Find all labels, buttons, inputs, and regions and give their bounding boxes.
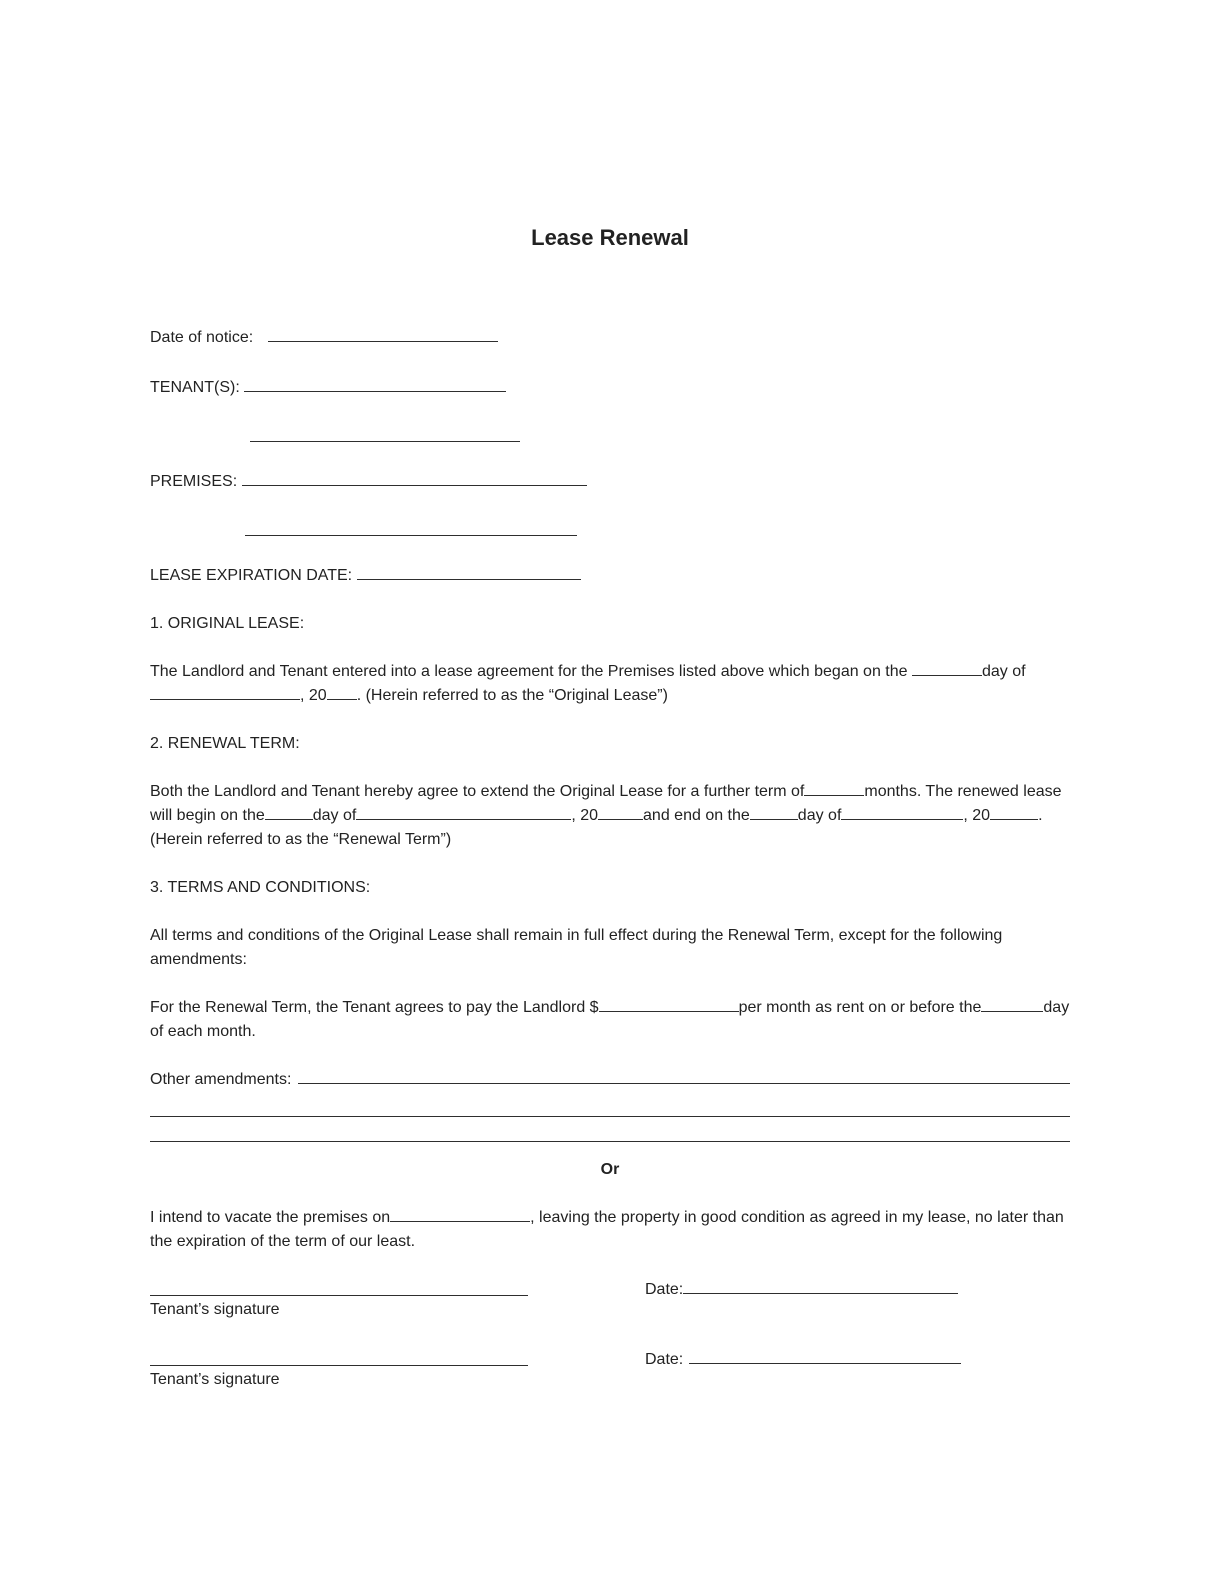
text-segment: The Landlord and Tenant entered into a lease agreement for the Premises listed above which began on the xyxy=(150,663,912,680)
date-label: Date: xyxy=(645,1281,684,1298)
text-segment: day of xyxy=(981,663,1026,680)
text-segment: , 20 xyxy=(300,687,327,704)
end-day-blank xyxy=(750,806,798,820)
date-blank xyxy=(689,1350,961,1364)
signature-column xyxy=(150,1278,528,1322)
premises-second-blank xyxy=(245,522,577,536)
text-segment: day of xyxy=(797,807,842,824)
text-segment: . (Herein referred to as the “Renewal Term”) xyxy=(150,807,1043,848)
field-tenants-second-line xyxy=(150,426,1070,450)
text-segment: Both the Landlord and Tenant hereby agree to extend the Original Lease for a further term of xyxy=(150,783,805,800)
text-segment: , 20 xyxy=(963,807,991,824)
document-title: Lease Renewal xyxy=(531,225,689,250)
text-segment: , 20 xyxy=(571,807,599,824)
date-column xyxy=(645,1278,958,1302)
vacate-date-blank xyxy=(390,1208,530,1222)
terms-conditions-heading: 3. TERMS AND CONDITIONS: xyxy=(150,879,371,896)
text-segment: day of each month. xyxy=(150,999,1070,1040)
rent-paragraph xyxy=(150,996,1070,1044)
text-segment: I intend to vacate the premises on xyxy=(150,1209,391,1226)
date-blank xyxy=(683,1280,958,1294)
began-month-blank xyxy=(150,686,300,700)
other-amendments-row xyxy=(150,1068,1070,1092)
renewal-term-heading: 2. RENEWAL TERM: xyxy=(150,735,300,752)
date-of-notice-label: Date of notice: xyxy=(150,329,254,346)
original-lease-paragraph xyxy=(150,660,1070,708)
begin-day-blank xyxy=(265,806,313,820)
field-tenants xyxy=(150,376,1070,400)
rent-due-day-blank xyxy=(981,998,1043,1012)
end-year-blank xyxy=(990,806,1038,820)
tenants-second-blank xyxy=(250,428,520,442)
signature-block-1 xyxy=(150,1278,1070,1322)
tenants-blank xyxy=(244,378,506,392)
tenant-signature-line xyxy=(150,1278,528,1296)
all-terms-paragraph: All terms and conditions of the Original Lease shall remain in full effect during the Renewal Term, except for the following amendments: xyxy=(150,927,1003,968)
lease-expiration-blank xyxy=(357,566,581,580)
signature-column xyxy=(150,1348,528,1392)
text-segment: . (Herein referred to as the “Original Lease”) xyxy=(356,687,668,704)
end-month-blank xyxy=(841,806,963,820)
other-amendments-blank xyxy=(298,1082,1070,1084)
original-lease-heading: 1. ORIGINAL LEASE: xyxy=(150,615,305,632)
vacate-paragraph xyxy=(150,1206,1070,1254)
text-segment: day of xyxy=(312,807,357,824)
text-segment: months. The renewed lease will begin on the xyxy=(150,783,1062,824)
amendments-fill-line xyxy=(150,1117,1070,1142)
premises-label: PREMISES: xyxy=(150,473,238,490)
date-of-notice-blank xyxy=(268,328,498,342)
date-column xyxy=(645,1348,961,1372)
text-segment: per month as rent on or before the xyxy=(738,999,982,1016)
begin-year-blank xyxy=(598,806,643,820)
signature-block-2 xyxy=(150,1348,1070,1392)
began-year-blank xyxy=(327,686,357,700)
rent-amount-blank xyxy=(599,998,739,1012)
tenants-label: TENANT(S): xyxy=(150,379,240,396)
term-months-blank xyxy=(804,782,864,796)
field-premises xyxy=(150,470,1070,494)
date-label: Date: xyxy=(645,1351,684,1368)
renewal-term-paragraph xyxy=(150,780,1070,852)
text-segment: For the Renewal Term, the Tenant agrees to pay the Landlord $ xyxy=(150,999,599,1016)
or-divider: Or xyxy=(600,1161,620,1178)
text-segment: and end on the xyxy=(643,807,750,824)
other-amendments-label: Other amendments: xyxy=(150,1071,292,1088)
field-date-of-notice xyxy=(150,326,1070,350)
field-premises-second-line xyxy=(150,520,1070,544)
tenant-signature-label: Tenant’s signature xyxy=(150,1301,280,1318)
tenant-signature-label: Tenant’s signature xyxy=(150,1371,280,1388)
begin-month-blank xyxy=(356,806,571,820)
text-segment: , leaving the property in good condition as agreed in my lease, no later than the expiration of the term of our least. xyxy=(150,1209,1064,1250)
began-day-blank xyxy=(912,662,982,676)
premises-blank xyxy=(242,472,587,486)
amendments-fill-line xyxy=(150,1092,1070,1117)
tenant-signature-line xyxy=(150,1348,528,1366)
lease-expiration-label: LEASE EXPIRATION DATE: xyxy=(150,567,353,584)
field-lease-expiration xyxy=(150,564,1070,588)
